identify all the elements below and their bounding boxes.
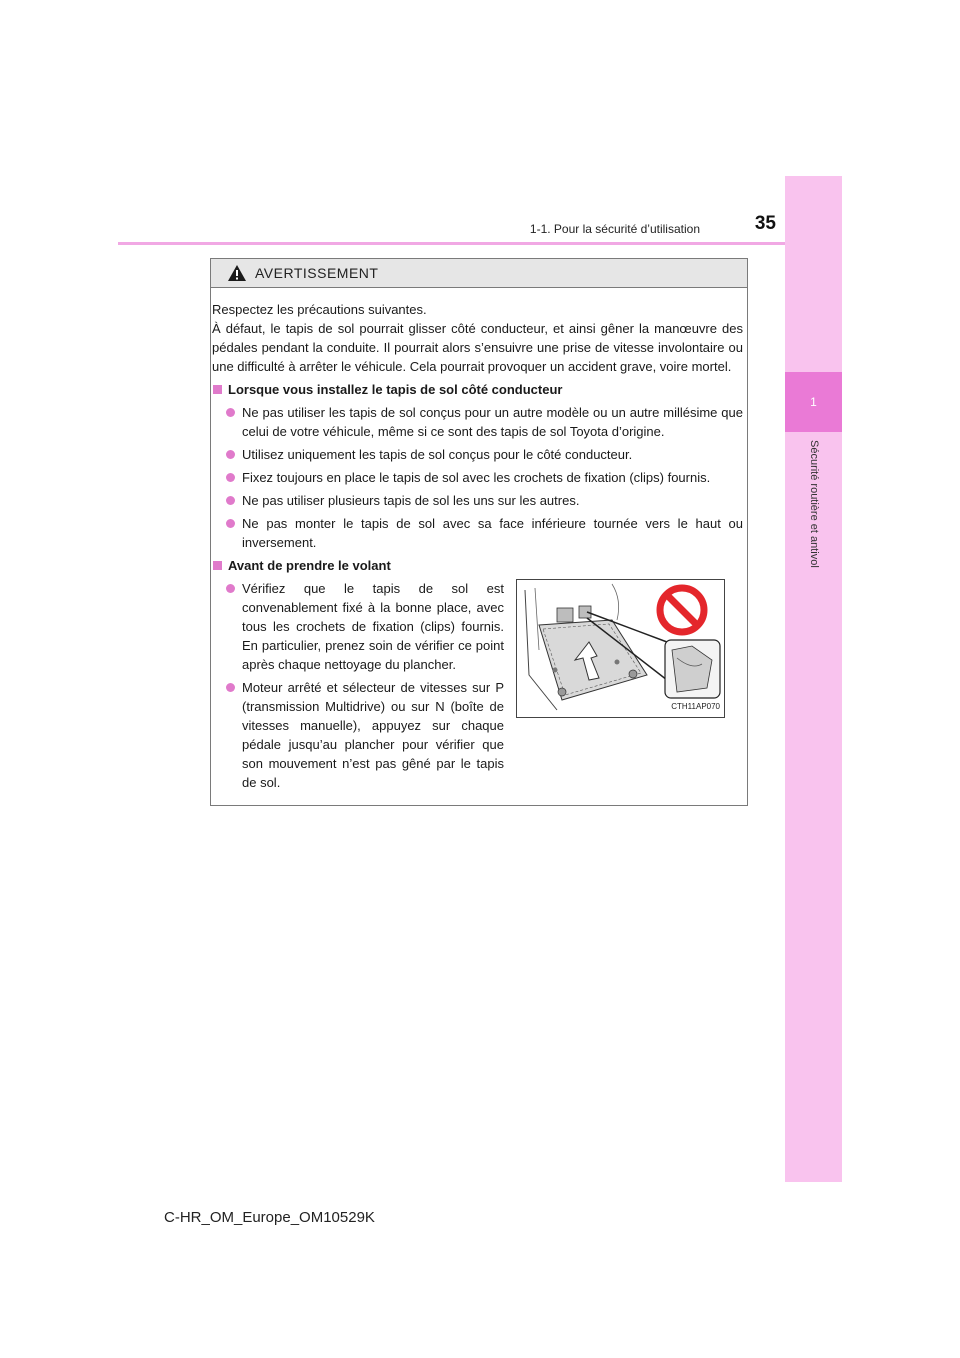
section-heading-before-driving: Avant de prendre le volant: [212, 556, 743, 575]
list-item: Utilisez uniquement les tapis de sol conçus pour le côté conducteur.: [226, 445, 743, 464]
square-bullet-icon: [213, 385, 222, 394]
warning-header: [211, 259, 747, 288]
warning-body: [211, 288, 747, 796]
header-rule: [118, 242, 785, 245]
chapter-number: 1: [785, 372, 842, 432]
round-bullet-icon: [226, 450, 235, 459]
document-id: C-HR_OM_Europe_OM10529K: [164, 1209, 375, 1226]
warning-title: AVERTISSEMENT: [255, 265, 379, 281]
list-item: Ne pas monter le tapis de sol avec sa face inférieure tournée vers le haut ou inversement.: [226, 514, 743, 552]
round-bullet-icon: [226, 683, 235, 692]
warning-box: [210, 258, 748, 806]
page-number: 35: [754, 213, 776, 234]
square-bullet-icon: [213, 561, 222, 570]
chapter-title: Sécurité routière et antivol: [808, 440, 820, 568]
list-item: Fixez toujours en place le tapis de sol avec les crochets de fixation (clips) fournis.: [226, 468, 743, 487]
before-driving-content: [212, 579, 743, 796]
round-bullet-icon: [226, 473, 235, 482]
warning-triangle-icon: [227, 264, 247, 282]
list-item: Vérifiez que le tapis de sol est convenablement fixé à la bonne place, avec tous les crochets de fixation (clips) fournis. En particulier, prenez soin de vérifier ce point après chaque nettoyage du plancher.: [226, 579, 504, 674]
list-item: Ne pas utiliser les tapis de sol conçus pour un autre modèle ou un autre millésime que celui de votre véhicule, même si ce sont des tapis de sol Toyota d’origine.: [226, 403, 743, 441]
round-bullet-icon: [226, 408, 235, 417]
list-item: Moteur arrêté et sélecteur de vitesses sur P (transmission Multidrive) ou sur N (boîte de vitesses manuelle), appuyez sur chaque pédale jusqu’au plancher pour vérifier que son mouvement n’est pas gêné par le tapis de sol.: [226, 678, 504, 792]
warning-intro: Respectez les précautions suivantes. À défaut, le tapis de sol pourrait glisser côté conducteur, et ainsi gêner la manœuvre des pédales pendant la conduite. Il pourrait alors s’ensuivre une prise de vitesse involontaire ou une difficulté à arrêter le véhicule. Cela pourrait provoquer un accident grave, voire mortel.: [212, 302, 743, 374]
chapter-title-vertical: [786, 440, 842, 700]
list-item: Ne pas utiliser plusieurs tapis de sol les uns sur les autres.: [226, 491, 743, 510]
round-bullet-icon: [226, 584, 235, 593]
before-driving-list: [212, 579, 504, 796]
round-bullet-icon: [226, 496, 235, 505]
floor-mat-illustration: [516, 579, 725, 718]
section-heading-installation: Lorsque vous installez le tapis de sol côté conducteur: [212, 380, 743, 399]
section-title: 1-1. Pour la sécurité d’utilisation: [529, 222, 700, 236]
figure-code: CTH11AP070: [671, 702, 720, 711]
round-bullet-icon: [226, 519, 235, 528]
